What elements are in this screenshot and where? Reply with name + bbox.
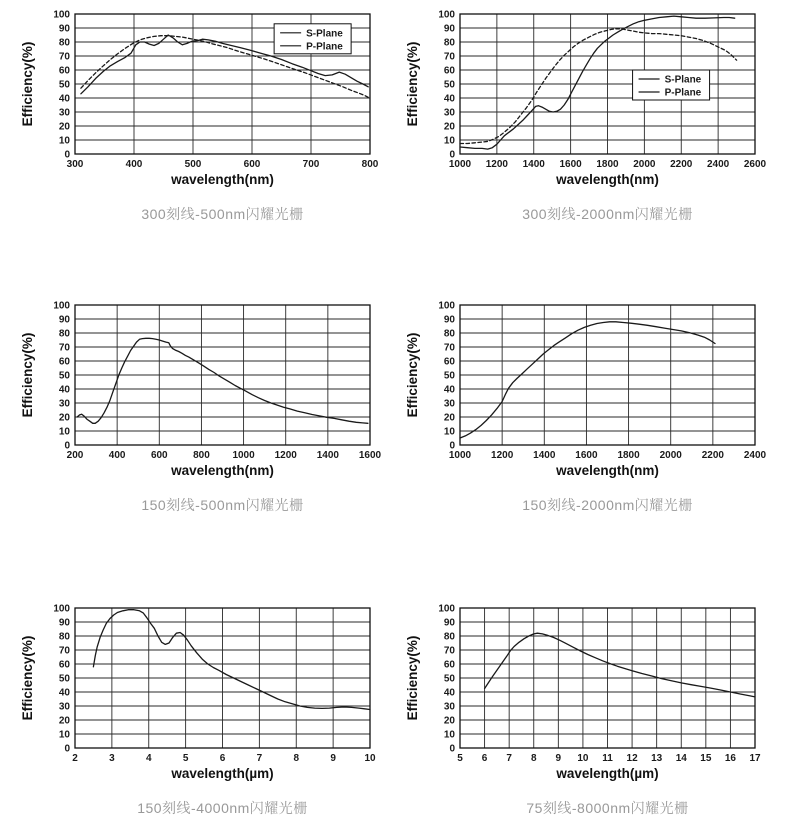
y-tick-label: 30 — [443, 107, 455, 119]
y-tick-label: 90 — [58, 23, 70, 35]
y-tick-label: 90 — [58, 617, 70, 629]
x-axis-label: wavelength(µm) — [556, 766, 659, 781]
y-tick-label: 50 — [58, 79, 70, 91]
efficiency-chart-300line-500nm — [18, 4, 393, 196]
y-tick-label: 70 — [443, 342, 455, 354]
y-tick-label: 40 — [443, 93, 455, 105]
y-tick-label: 100 — [53, 300, 70, 312]
x-tick-label: 9 — [555, 753, 562, 764]
y-tick-label: 10 — [443, 135, 455, 147]
chart-caption: 150刻线-500nm闪耀光栅 — [141, 497, 304, 513]
x-tick-label: 600 — [150, 450, 168, 461]
efficiency-chart-150line-500nm — [18, 295, 393, 487]
x-tick-label: 2 — [72, 753, 78, 764]
x-axis-label: wavelength(nm) — [556, 172, 659, 187]
x-tick-label: 1400 — [316, 450, 339, 461]
legend-label: S-Plane — [306, 28, 343, 40]
x-tick-label: 400 — [108, 450, 126, 461]
efficiency-chart-150line-4000nm — [18, 598, 393, 790]
x-tick-label: 4 — [145, 753, 152, 764]
grid — [460, 608, 755, 748]
y-tick-label: 10 — [443, 426, 455, 438]
y-tick-label: 100 — [438, 9, 455, 21]
x-axis-label: wavelength(µm) — [171, 766, 274, 781]
x-tick-label: 1600 — [358, 450, 382, 461]
y-tick-label: 60 — [443, 65, 455, 77]
y-tick-label: 40 — [58, 687, 70, 699]
chart-caption: 75刻线-8000nm闪耀光栅 — [526, 800, 689, 816]
x-tick-label: 7 — [256, 753, 263, 764]
x-tick-label: 1400 — [522, 159, 545, 170]
x-tick-label: 1600 — [559, 159, 582, 170]
x-tick-label: 1800 — [617, 450, 640, 461]
efficiency-chart-300line-2000nm — [403, 4, 778, 196]
x-tick-label: 2600 — [743, 159, 767, 170]
x-tick-label: 5 — [457, 753, 463, 764]
y-tick-label: 0 — [449, 743, 455, 755]
y-tick-label: 10 — [58, 729, 70, 741]
y-tick-label: 100 — [53, 603, 70, 615]
y-tick-label: 40 — [58, 93, 70, 105]
legend-label: S-Plane — [664, 74, 702, 86]
y-tick-label: 10 — [443, 729, 455, 741]
y-tick-label: 20 — [443, 121, 455, 133]
y-tick-label: 70 — [58, 342, 70, 354]
x-tick-label: 800 — [193, 450, 210, 461]
y-tick-label: 50 — [58, 370, 70, 382]
y-tick-label: 40 — [443, 687, 455, 699]
y-tick-label: 60 — [58, 356, 70, 368]
x-tick-label: 12 — [626, 753, 638, 764]
x-tick-label: 6 — [481, 753, 488, 764]
y-tick-label: 40 — [58, 384, 70, 396]
grid — [460, 14, 755, 154]
y-tick-label: 90 — [443, 23, 455, 35]
legend-label: P-Plane — [306, 41, 343, 53]
x-tick-label: 8 — [530, 753, 537, 764]
chart-cell-150line-500nm — [18, 295, 398, 515]
y-axis-label: Efficiency(%) — [20, 41, 35, 127]
x-tick-label: 6 — [219, 753, 226, 764]
x-axis-label: wavelength(nm) — [556, 463, 659, 478]
y-tick-label: 20 — [443, 715, 455, 727]
y-axis-label: Efficiency(%) — [405, 41, 420, 127]
y-tick-label: 80 — [443, 37, 455, 49]
series-efficiency — [77, 338, 368, 423]
y-tick-label: 80 — [443, 631, 455, 643]
series-efficiency — [485, 633, 755, 697]
x-tick-label: 2200 — [670, 159, 693, 170]
tick-labels — [438, 604, 761, 765]
x-tick-label: 10 — [577, 753, 589, 764]
y-tick-label: 30 — [58, 107, 70, 119]
y-tick-label: 10 — [58, 426, 70, 438]
x-tick-label: 2400 — [707, 159, 730, 170]
chart-caption: 300刻线-500nm闪耀光栅 — [141, 206, 304, 222]
y-tick-label: 80 — [443, 328, 455, 340]
y-tick-label: 60 — [443, 659, 455, 671]
y-tick-label: 20 — [58, 715, 70, 727]
tick-labels — [438, 301, 766, 462]
x-tick-label: 300 — [66, 159, 84, 170]
y-tick-label: 100 — [53, 9, 70, 21]
y-axis-label: Efficiency(%) — [20, 332, 35, 418]
x-tick-label: 1200 — [274, 450, 297, 461]
x-tick-label: 16 — [724, 753, 736, 764]
chart-caption: 300刻线-2000nm闪耀光栅 — [522, 206, 693, 222]
y-tick-label: 20 — [58, 412, 70, 424]
x-tick-label: 1600 — [575, 450, 598, 461]
x-tick-label: 800 — [361, 159, 379, 170]
tick-labels — [53, 604, 376, 765]
y-tick-label: 70 — [58, 645, 70, 657]
y-tick-label: 20 — [443, 412, 455, 424]
x-tick-label: 2000 — [659, 450, 682, 461]
y-tick-label: 0 — [64, 149, 70, 161]
y-tick-label: 70 — [58, 51, 70, 63]
x-tick-label: 15 — [700, 753, 712, 764]
series-efficiency — [460, 322, 715, 438]
tick-labels — [438, 10, 766, 171]
x-tick-label: 11 — [602, 753, 613, 764]
y-tick-label: 60 — [58, 659, 70, 671]
y-tick-label: 90 — [443, 617, 455, 629]
y-tick-label: 10 — [58, 135, 70, 147]
x-tick-label: 700 — [302, 159, 320, 170]
y-tick-label: 80 — [58, 37, 70, 49]
chart-cell-75line-8000nm — [403, 598, 783, 818]
series-efficiency — [93, 610, 370, 710]
y-tick-label: 80 — [58, 328, 70, 340]
chart-caption: 150刻线-4000nm闪耀光栅 — [137, 800, 308, 816]
x-axis-label: wavelength(nm) — [171, 172, 274, 187]
x-tick-label: 600 — [243, 159, 261, 170]
y-tick-label: 70 — [443, 51, 455, 63]
efficiency-chart-150line-2000nm — [403, 295, 778, 487]
y-tick-label: 90 — [443, 314, 455, 326]
x-tick-label: 3 — [109, 753, 115, 764]
efficiency-chart-75line-8000nm — [403, 598, 778, 790]
y-tick-label: 100 — [438, 603, 455, 615]
y-tick-label: 40 — [443, 384, 455, 396]
x-tick-label: 7 — [506, 753, 512, 764]
x-tick-label: 1000 — [448, 159, 472, 170]
x-tick-label: 1200 — [491, 450, 514, 461]
chart-cell-150line-2000nm — [403, 295, 783, 515]
legend-label: P-Plane — [664, 87, 702, 99]
y-tick-label: 20 — [58, 121, 70, 133]
x-tick-label: 1000 — [232, 450, 255, 461]
chart-cell-300line-2000nm — [403, 4, 783, 224]
x-tick-label: 17 — [749, 753, 761, 764]
chart-caption: 150刻线-2000nm闪耀光栅 — [522, 497, 693, 513]
y-tick-label: 100 — [438, 300, 455, 312]
y-tick-label: 80 — [58, 631, 70, 643]
x-tick-label: 10 — [364, 753, 376, 764]
chart-cell-300line-500nm — [18, 4, 398, 224]
y-axis-label: Efficiency(%) — [20, 635, 35, 721]
y-tick-label: 50 — [443, 370, 455, 382]
legend — [274, 24, 351, 54]
y-axis-label: Efficiency(%) — [405, 635, 420, 721]
y-tick-label: 50 — [58, 673, 70, 685]
y-axis-label: Efficiency(%) — [405, 332, 420, 418]
y-tick-label: 0 — [449, 149, 455, 161]
x-tick-label: 1800 — [596, 159, 619, 170]
y-tick-label: 30 — [58, 701, 70, 713]
y-tick-label: 30 — [443, 701, 455, 713]
y-tick-label: 60 — [443, 356, 455, 368]
tick-labels — [53, 301, 381, 462]
x-tick-label: 1200 — [485, 159, 508, 170]
x-axis-label: wavelength(nm) — [171, 463, 274, 478]
y-tick-label: 50 — [443, 673, 455, 685]
y-tick-label: 50 — [443, 79, 455, 91]
x-tick-label: 200 — [66, 450, 84, 461]
y-tick-label: 60 — [58, 65, 70, 77]
x-tick-label: 2200 — [701, 450, 724, 461]
x-tick-label: 13 — [651, 753, 663, 764]
y-tick-label: 30 — [58, 398, 70, 410]
chart-cell-150line-4000nm — [18, 598, 398, 818]
x-tick-label: 14 — [675, 753, 687, 764]
legend — [633, 70, 710, 100]
y-tick-label: 70 — [443, 645, 455, 657]
x-tick-label: 2400 — [743, 450, 767, 461]
x-tick-label: 1400 — [533, 450, 556, 461]
grid — [75, 608, 370, 748]
y-tick-label: 30 — [443, 398, 455, 410]
x-tick-label: 500 — [184, 159, 202, 170]
x-tick-label: 5 — [182, 753, 189, 764]
x-tick-label: 2000 — [633, 159, 656, 170]
grid — [460, 305, 755, 445]
x-tick-label: 9 — [330, 753, 336, 764]
x-tick-label: 400 — [125, 159, 143, 170]
y-tick-label: 0 — [64, 440, 70, 452]
x-tick-label: 8 — [293, 753, 300, 764]
y-tick-label: 0 — [64, 743, 70, 755]
y-tick-label: 0 — [449, 440, 455, 452]
y-tick-label: 90 — [58, 314, 70, 326]
x-tick-label: 1000 — [448, 450, 472, 461]
